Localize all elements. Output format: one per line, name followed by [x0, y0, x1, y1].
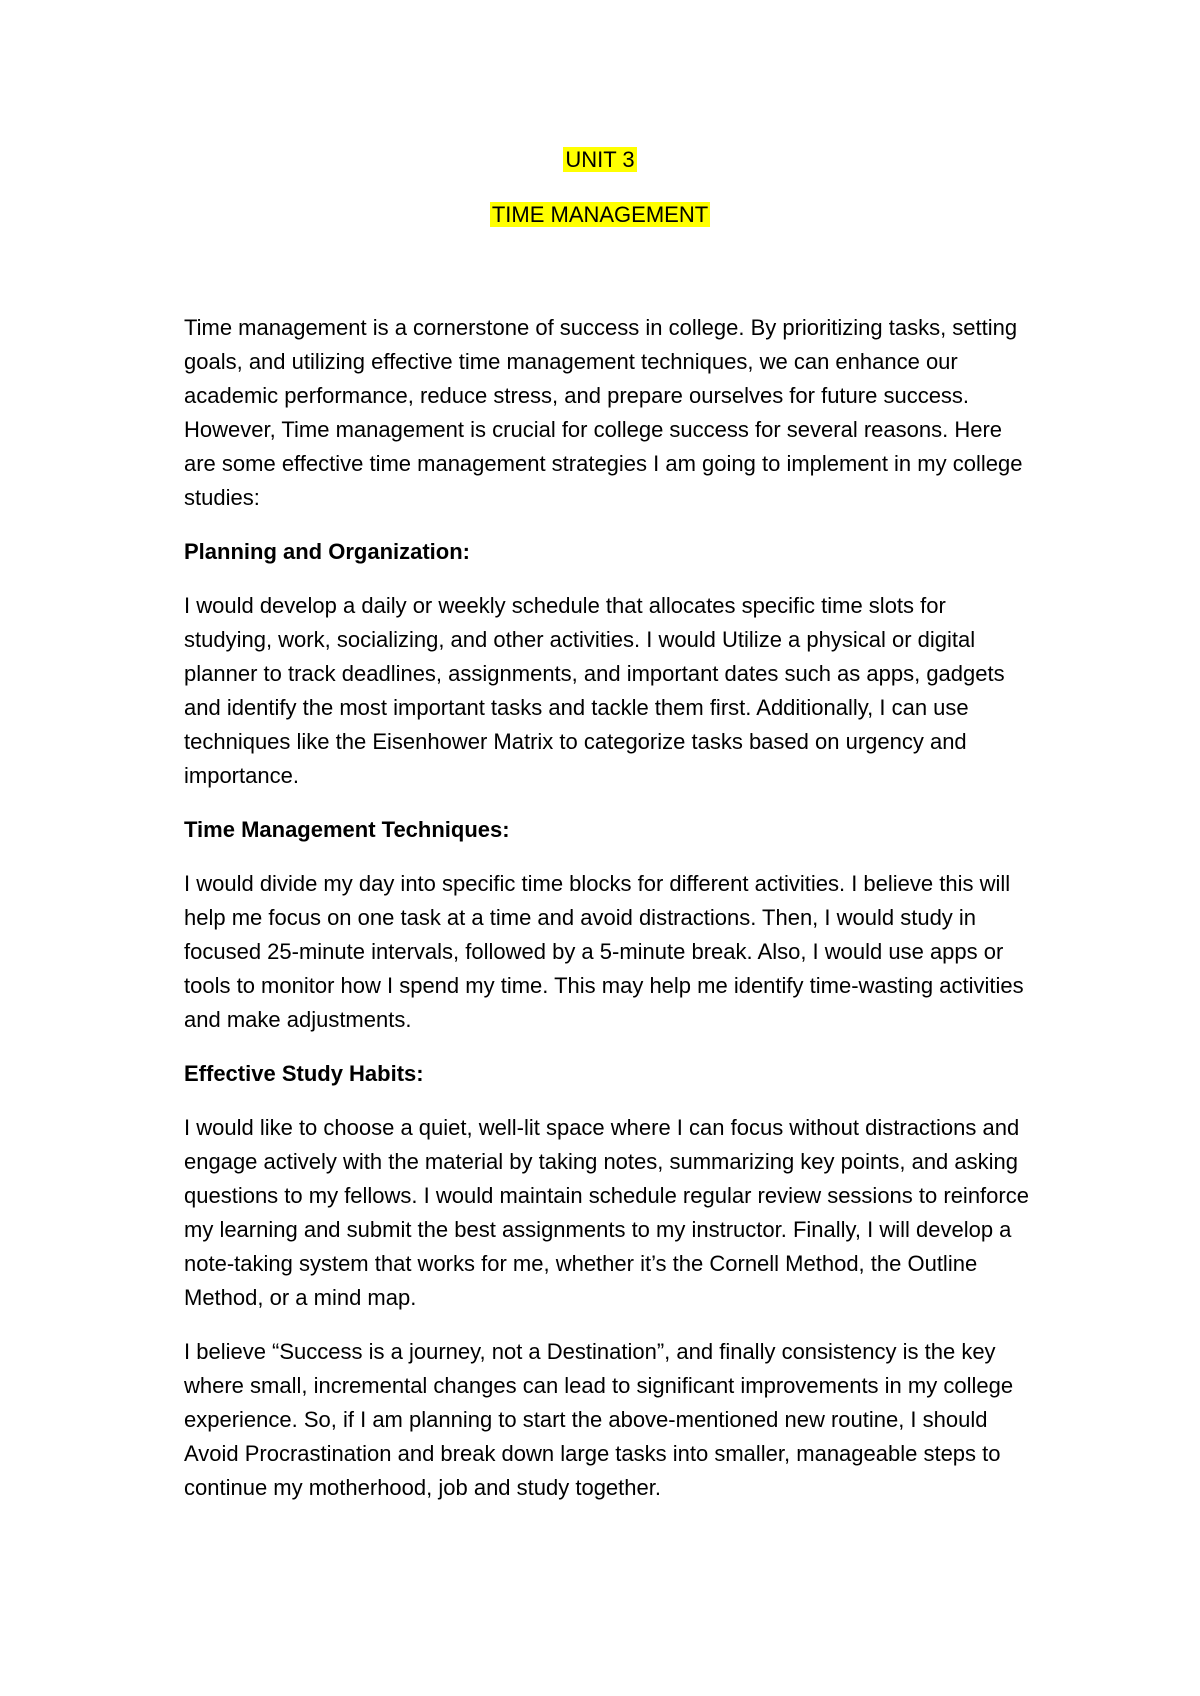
- section-heading-study-habits: Effective Study Habits:: [184, 1061, 424, 1086]
- section-text-planning: I would develop a daily or weekly schedule that allocates specific time slots for studying, work, socializing, and other activities. I would Utilize a physical or digital planner to track deadlines, assignments, and important dates such as apps, gadgets and identify the most important tasks and tackle them first. Additionally, I can use techniques like the Eisenhower Matrix to categorize tasks based on urgency and importance.: [184, 593, 1005, 788]
- unit-label: UNIT 3: [565, 147, 635, 172]
- section-heading-planning: Planning and Organization:: [184, 539, 470, 564]
- intro-paragraph: Time management is a cornerstone of success in college. By prioritizing tasks, setting goals, and utilizing effective time management techniques, we can enhance our academic performance, reduce stress, and prepare ourselves for future success. However, Time management is crucial for college success for several reasons. Here are some effective time management strategies I am going to implement in my college studies:: [184, 315, 1023, 510]
- document-title: [0, 201, 1200, 229]
- section-text-techniques: I would divide my day into specific time blocks for different activities. I believe this will help me focus on one task at a time and avoid distractions. Then, I would study in focused 25-minute intervals, followed by a 5-minute break. Also, I would use apps or tools to monitor how I spend my time. This may help me identify time-wasting activities and make adjustments.: [184, 871, 1024, 1032]
- section-text-study-habits: I would like to choose a quiet, well-lit space where I can focus without distractions and engage actively with the material by taking notes, summarizing key points, and asking questions to my fellows. I would maintain schedule regular review sessions to reinforce my learning and submit the best assignments to my instructor. Finally, I will develop a note-taking system that works for me, whether it’s the Cornell Method, the Outline Method, or a mind map.: [184, 1115, 1029, 1310]
- document-body: [184, 311, 1029, 1525]
- title-text: TIME MANAGEMENT: [491, 202, 709, 227]
- conclusion-paragraph: I believe “Success is a journey, not a Destination”, and finally consistency is the key where small, incremental changes can lead to significant improvements in my college experience. So, if I am planning to start the above-mentioned new routine, I should Avoid Procrastination and break down large tasks into smaller, manageable steps to continue my motherhood, job and study together.: [184, 1339, 1014, 1500]
- unit-heading: [0, 146, 1200, 174]
- section-heading-techniques: Time Management Techniques:: [184, 817, 510, 842]
